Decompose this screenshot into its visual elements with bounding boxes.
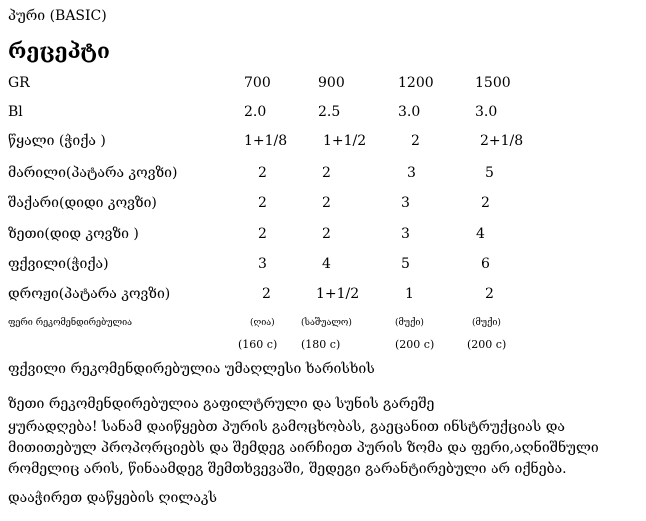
table-cell: 3.0 [475, 104, 498, 120]
table-cell: 4 [322, 256, 331, 272]
table-cell: 3 [407, 165, 416, 181]
table-row-sugar [0, 193, 646, 213]
table-cell: 2 [258, 226, 267, 242]
cell-size-900: 900 [318, 75, 345, 91]
table-cell: 2.5 [318, 104, 341, 120]
table-cell: 2 [481, 195, 490, 211]
table-cell: 5 [401, 256, 410, 272]
row-label: ზეთი(დიდ კოვზი ) [8, 226, 139, 242]
table-cell: 5 [485, 165, 494, 181]
table-cell: 3 [401, 226, 410, 242]
table-cell: 2 [411, 133, 420, 149]
row-label: მარილი(პატარა კოვზი) [8, 165, 178, 181]
recipe-heading: რეცეპტი [8, 38, 110, 63]
table-cell: 1+1/8 [244, 133, 288, 149]
table-cell: 2 [258, 195, 267, 211]
temp-value: (160 c) [238, 338, 278, 351]
temp-value: (200 c) [395, 338, 435, 351]
recipe-subtitle: პური (BASIC) [8, 8, 107, 24]
oil-note: ზეთი რეკომენდირებულია გაფილტრული და სუნის გარეშე [8, 396, 435, 412]
closing-note: დააჭირეთ დაწყების ღილაკს [8, 490, 218, 506]
table-cell: 1+1/2 [316, 286, 360, 302]
warning-note: ყურადღება! სანამ დაიწყებთ პურის გამოცხობას, გაეცანით ინსტრუქციას და მითითებულ პროპორციებს და შემდეგ აირჩიეთ პურის ზომა და ფერი,აღნიშნული რომელიც არის, წინაამდეგ შემთხვევაში, შედეგი გარანტირებული არ იქნება. [8, 419, 599, 477]
row-label: ფერი რეკომენდირებულია [8, 318, 133, 328]
table-cell: 1 [405, 286, 414, 302]
flour-note: ფქვილი რეკომენდირებულია უმაღლესი ხარისხის [8, 361, 375, 377]
table-row-temperature [0, 337, 646, 357]
table-row-yeast [0, 284, 646, 304]
table-cell: 2 [258, 165, 267, 181]
table-cell: 2 [262, 286, 271, 302]
table-cell: 2 [322, 165, 331, 181]
table-cell: 3 [401, 195, 410, 211]
color-dark: (მუქი) [395, 318, 424, 328]
row-label: Bl [8, 104, 23, 120]
color-light: (ღია) [250, 318, 275, 328]
table-row-size [0, 73, 646, 93]
table-cell: 2 [485, 286, 494, 302]
cell-size-700: 700 [244, 75, 271, 91]
table-cell: 2.0 [244, 104, 267, 120]
table-cell: 2 [322, 226, 331, 242]
table-row-water [0, 131, 646, 151]
cell-size-1200: 1200 [398, 75, 434, 91]
table-cell: 3.0 [398, 104, 421, 120]
row-label: შაქარი(დიდი კოვზი) [8, 195, 157, 211]
temp-value: (180 c) [301, 338, 341, 351]
table-row-flour [0, 254, 646, 274]
row-label: ფქვილი(ჭიქა) [8, 256, 109, 272]
table-cell: 3 [258, 256, 267, 272]
color-medium: (საშუალო) [301, 318, 352, 328]
temp-value: (200 c) [467, 338, 507, 351]
table-row-bl [0, 102, 646, 122]
table-row-oil [0, 224, 646, 244]
color-dark: (მუქი) [472, 318, 501, 328]
cell-size-1500: 1500 [475, 75, 511, 91]
table-cell: 2+1/8 [480, 133, 524, 149]
table-row-salt [0, 163, 646, 183]
table-row-color [0, 316, 646, 336]
row-label: წყალი (ჭიქა ) [8, 133, 106, 149]
table-cell: 6 [481, 256, 490, 272]
table-cell: 1+1/2 [323, 133, 367, 149]
table-cell: 4 [476, 226, 485, 242]
row-label: GR [8, 75, 30, 91]
row-label: დროჟი(პატარა კოვზი) [8, 286, 171, 302]
table-cell: 2 [322, 195, 331, 211]
